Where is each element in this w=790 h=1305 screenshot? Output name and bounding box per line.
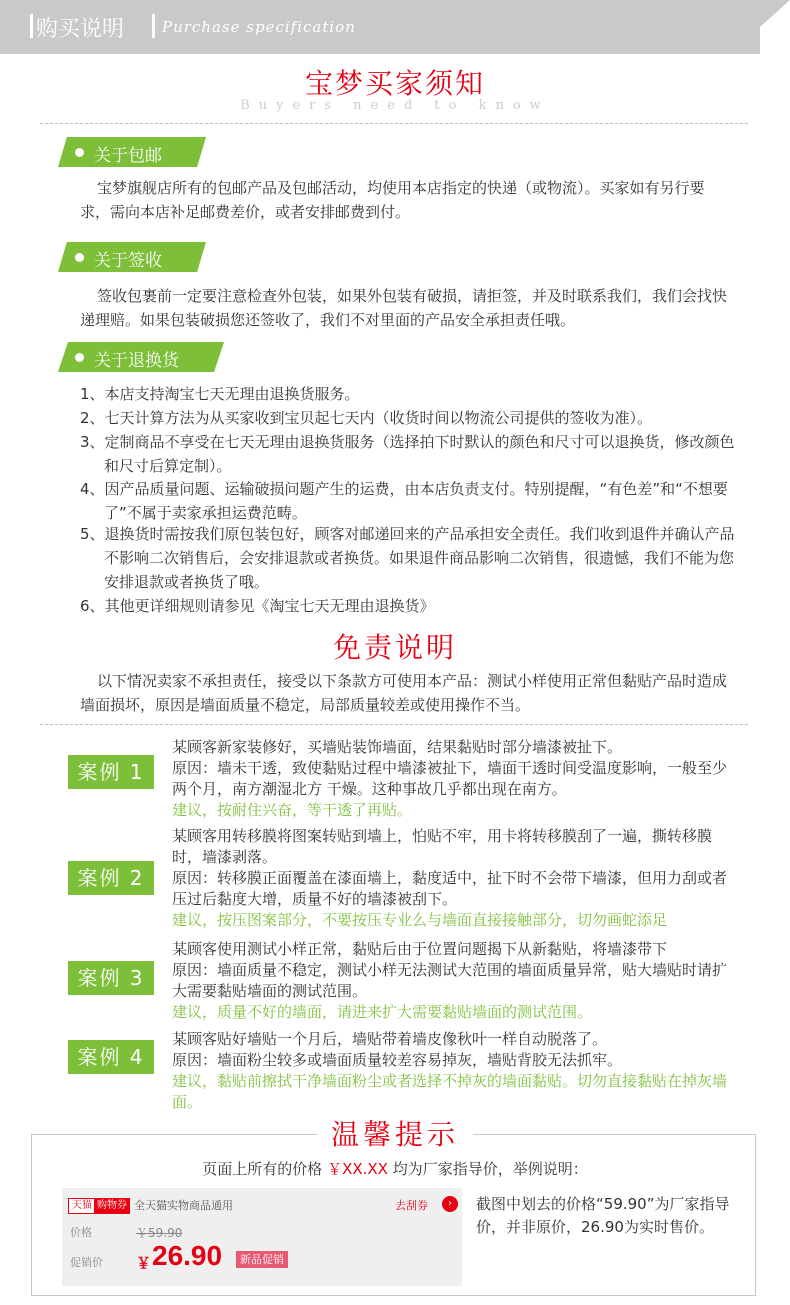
banner-divider	[152, 14, 155, 38]
tips-line-suffix: 均为厂家指导价，举例说明：	[392, 1160, 588, 1178]
returns-item-5: 5、退换货时需按我们原包装包好，顾客对邮递回来的产品承担安全责任。我们收到退件并确认产品不影响二次销售后，会安排退款或者换货。如果退件商品影响二次销售，很遗憾，我们不能为您安排退款或者换货了哦。	[80, 525, 735, 591]
case-desc: 某顾客使用测试小样正常，黏贴后由于位置问题揭下从新黏贴，将墙漆带下	[172, 940, 668, 958]
page-subtitle: Buyers need to know	[240, 98, 550, 113]
old-price: ￥59.90	[136, 1226, 183, 1240]
bullet-icon	[75, 148, 84, 157]
promo-price-label: 促销价	[70, 1256, 103, 1269]
banner-script-title: Purchase specification	[162, 18, 356, 36]
case-desc: 某顾客贴好墙贴一个月后，墙贴带着墙皮像秋叶一样自动脱落了。	[172, 1030, 608, 1048]
tag-shipping	[58, 137, 206, 167]
price-label: 价格	[70, 1226, 92, 1239]
case-advice: 建议，黏贴前擦拭干净墙面粉尘或者选择不掉灰的墙面黏贴。切勿直接黏贴在掉灰墙面。	[172, 1072, 728, 1111]
tips-line-prefix: 页面上所有的价格	[202, 1160, 323, 1178]
returns-item-1: 1、本店支持淘宝七天无理由退换货服务。	[80, 385, 360, 403]
coupon-scope: 全天猫实物商品通用	[134, 1199, 233, 1212]
case-badge-4: 案例 4	[68, 1040, 154, 1074]
case-desc: 某顾客用转移膜将图案转贴到墙上，怕贴不牢，用卡将转移膜刮了一遍，撕转移膜时，墙漆剥落。	[172, 827, 713, 866]
returns-item-4: 4、因产品质量问题、运输破损问题产生的运费，由本店负责支付。特别提醒，“有色差”和“不想要了”不属于卖家承担运费范畴。	[80, 480, 728, 522]
case-advice: 建议，按耐住兴奋，等干透了再贴。	[172, 801, 413, 819]
case-advice: 建议，按压图案部分，不要按压专业么与墙面直接接触部分，切勿画蛇添足	[172, 911, 668, 929]
tmall-badge: 天猫	[68, 1198, 96, 1214]
promo-tag: 新品促销	[236, 1251, 288, 1268]
tag-label: 关于签收	[94, 251, 162, 271]
current-price: 26.90	[152, 1240, 223, 1271]
receipt-text: 签收包裹前一定要注意检查外包装，如果外包装有破损，请拒签，并及时联系我们，我们会找快递理赔。如果包装破损您还签收了，我们不对里面的产品安全承担责任哦。	[80, 287, 728, 329]
divider	[40, 123, 748, 124]
chevron-right-icon: ›	[442, 1196, 458, 1212]
tips-title-wrap	[0, 1113, 790, 1153]
top-banner	[0, 0, 790, 54]
returns-item-6: 6、其他更详细规则请参见《淘宝七天无理由退换货》	[80, 597, 435, 615]
returns-item-2: 2、七天计算方法为从买家收到宝贝起七天内（收货时间以物流公司提供的签收为准）。	[80, 409, 653, 427]
disclaimer-title: 免责说明	[332, 631, 457, 664]
shipping-text: 宝梦旗舰店所有的包邮产品及包邮活动，均使用本店指定的快递（或物流）。买家如有另行要求，需向本店补足邮费差价，或者安排邮费到付。	[80, 179, 705, 221]
case-reason: 原因：墙面粉尘较多或墙面质量较差容易掉灰，墙贴背胶无法抓牢。	[172, 1051, 623, 1069]
tips-line	[0, 1158, 790, 1179]
page-title: 宝梦买家须知	[304, 67, 485, 100]
case-body-1	[172, 737, 732, 821]
banner-title: 购买说明	[36, 17, 125, 42]
case-reason: 原因：墙面质量不稳定，测试小样无法测试大范围的墙面质量异常，贴大墙贴时请扩大需要黏贴墙面的测试范围。	[172, 961, 728, 1000]
divider	[40, 724, 748, 725]
tips-note: 截图中划去的价格“59.90”为厂家指导价，并非原价，26.90为实时售价。	[476, 1195, 730, 1236]
tag-label: 关于退换货	[94, 351, 179, 371]
tips-line-price: ￥XX.XX	[327, 1160, 388, 1178]
currency-symbol: ￥	[136, 1254, 152, 1272]
coupon-badge: 购物券	[94, 1198, 130, 1214]
case-badge-1: 案例 1	[68, 755, 154, 789]
banner-divider	[30, 14, 33, 38]
tips-title: 温馨提示	[317, 1113, 473, 1153]
case-desc: 某顾客新家装修好，买墙贴装饰墙面，结果黏贴时部分墙漆被扯下。	[172, 738, 623, 756]
price-demo-screenshot	[62, 1188, 462, 1286]
case-advice: 建议，质量不好的墙面，请进来扩大需要黏贴墙面的测试范围。	[172, 1003, 593, 1021]
tag-label: 关于包邮	[94, 146, 162, 166]
disclaimer-text: 以下情况卖家不承担责任，接受以下条款方可使用本产品：测试小样使用正常但黏贴产品时造成墙面损坏，原因是墙面质量不稳定，局部质量较差或使用操作不当。	[80, 672, 728, 714]
bullet-icon	[75, 353, 84, 362]
tag-returns	[58, 342, 224, 372]
case-reason: 原因：墙未干透，致使黏贴过程中墙漆被扯下，墙面干透时间受温度影响，一般至少两个月，南方潮湿北方 干燥。这种事故几乎都出现在南方。	[172, 759, 728, 798]
case-badge-3: 案例 3	[68, 961, 154, 995]
returns-item-3: 3、定制商品不享受在七天无理由退换货服务（选择拍下时默认的颜色和尺寸可以退换货，修改颜色和尺寸后算定制）。	[80, 433, 735, 475]
case-reason: 原因：转移膜正面覆盖在漆面墙上，黏度适中，扯下时不会带下墙漆，但用力刮或者压过后黏度大增，质量不好的墙漆被刮下。	[172, 869, 728, 908]
case-body-3	[172, 939, 732, 1023]
case-body-4	[172, 1029, 732, 1113]
grab-coupon-link: 去刮券	[395, 1199, 428, 1212]
bullet-icon	[75, 253, 84, 262]
case-badge-2: 案例 2	[68, 861, 154, 895]
tag-receipt	[58, 242, 206, 272]
case-body-2	[172, 826, 732, 931]
